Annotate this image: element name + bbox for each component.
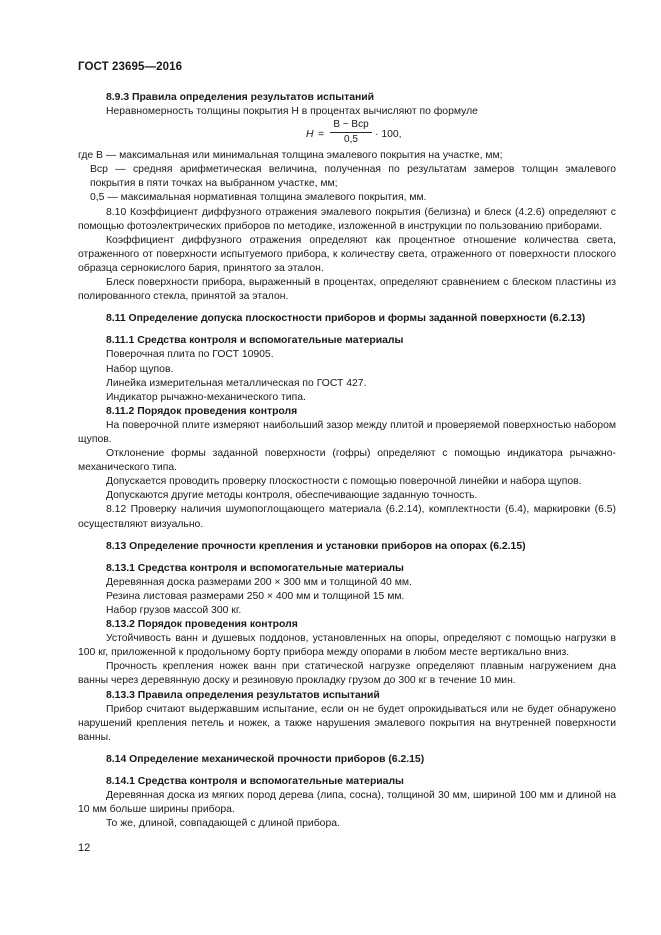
- formula-equals: =: [318, 129, 325, 141]
- formula-lhs: H: [306, 129, 314, 141]
- document-header: ГОСТ 23695—2016: [78, 61, 183, 73]
- section-8-13-1-title: 8.13.1 Средства контроля и вспомогательные материалы: [106, 562, 404, 574]
- page-number: 12: [78, 842, 91, 854]
- paragraph-8-10-c: Блеск поверхности прибора, выраженный в процентах, определяют сравнением с блеском пластины из полированного стекла, принятой за эталон.: [78, 277, 616, 303]
- section-8-14-1-title: 8.14.1 Средства контроля и вспомогательные материалы: [106, 776, 404, 788]
- paragraph-8-11-2-d: Допускаются другие методы контроля, обеспечивающие заданную точность.: [106, 490, 478, 502]
- section-8-11-title: 8.11 Определение допуска плоскостности приборов и формы заданной поверхности (6.2.13): [106, 313, 586, 325]
- page-content: [78, 91, 616, 831]
- section-8-11-2-title: 8.11.2 Порядок проведения контроля: [106, 405, 298, 417]
- section-8-9-3-title: 8.9.3 Правила определения результатов испытаний: [106, 92, 375, 103]
- paragraph-8-11-2-b: Отклонение формы заданной поверхности (гофры) определяют с помощью индикатора рычажно-механического типа.: [78, 448, 616, 474]
- formula-fraction: [330, 119, 372, 146]
- list-item: Набор грузов массой 300 кг.: [106, 605, 242, 616]
- paragraph-8-12: 8.12 Проверку наличия шумопоглощающего материала (6.2.14), комплектности (6.4), маркировки (6.5) осуществляют визуально.: [78, 504, 616, 530]
- section-8-13-2-title: 8.13.2 Порядок проведения контроля: [106, 619, 298, 631]
- list-item: Деревянная доска размерами 200 × 300 мм и толщиной 40 мм.: [106, 576, 412, 588]
- definition-b: где B — максимальная или минимальная толщина эмалевого покрытия на участке, мм;: [78, 150, 503, 162]
- list-item: Поверочная плита по ГОСТ 10905.: [106, 349, 274, 361]
- paragraph-8-10: 8.10 Коэффициент диффузного отражения эмалевого покрытия (белизна) и блеск (4.2.6) определяют с помощью фотоэлектрических приборов по методике, изложенной в инструкции по пользованию приборами.: [78, 206, 616, 232]
- paragraph-8-13-2-b: Прочность крепления ножек ванн при статической нагрузке определяют плавным нагружением дна ванны через деревянную доску и резиновую прокладку грузом до 300 кг в течение 10 мин.: [78, 661, 616, 687]
- formula-numerator: B − Bср: [330, 119, 372, 133]
- paragraph-8-13-2-a: Устойчивость ванн и душевых поддонов, установленных на опоры, определяют с помощью нагрузки в 100 кг, приложенной к продольному борту прибора между опорами в любом месте вертикально вниз.: [78, 633, 616, 659]
- list-item: Индикатор рычажно-механического типа.: [106, 391, 306, 403]
- list-item: Резина листовая размерами 250 × 400 мм и толщиной 15 мм.: [106, 590, 405, 602]
- definition-bcp: Bср — средняя арифметическая величина, полученная по результатам замеров толщин эмалевого покрытия в пяти точках на выбранном участке, мм;: [90, 164, 616, 190]
- paragraph-8-10-b: Коэффициент диффузного отражения определяют как процентное отношение количества света, отраженного от поверхности испытуемого прибора, к количеству света, отраженного от поверхности плоского образца сернокислого бария, принятого за эталон.: [78, 234, 616, 274]
- section-8-9-3-text: Неравномерность толщины покрытия H в процентах вычисляют по формуле: [106, 106, 478, 118]
- list-item: Линейка измерительная металлическая по ГОСТ 427.: [106, 377, 367, 389]
- definition-05: 0,5 — максимальная нормативная толщина эмалевого покрытия, мм.: [90, 192, 427, 204]
- list-item: Набор щупов.: [106, 363, 174, 375]
- formula: [78, 119, 616, 149]
- paragraph-8-14-1-b: То же, длиной, совпадающей с длиной прибора.: [106, 818, 340, 830]
- paragraph-8-11-2-a: На поверочной плите измеряют наибольший зазор между плитой и проверяемой поверхностью набором щупов.: [78, 419, 616, 445]
- paragraph-8-11-2-c: Допускается проводить проверку плоскостности с помощью поверочной линейки и набора щупов.: [106, 476, 582, 488]
- section-8-13-3-title: 8.13.3 Правила определения результатов испытаний: [106, 689, 380, 701]
- paragraph-8-14-1-a: Деревянная доска из мягких пород дерева (липа, сосна), толщиной 30 мм, шириной 100 мм и длиной на 10 мм больше ширины прибора.: [78, 790, 616, 816]
- section-8-13-title: 8.13 Определение прочности крепления и установки приборов на опорах (6.2.15): [106, 540, 526, 552]
- section-8-11-1-title: 8.11.1 Средства контроля и вспомогательные материалы: [106, 335, 404, 347]
- paragraph-8-13-3: Прибор считают выдержавшим испытание, если он не будет опрокидываться или не будет обнаружено нарушений крепления петель и ножек, а также нарушения эмалевого покрытия на внутренней поверхности ванны.: [78, 703, 616, 743]
- formula-tail: · 100,: [375, 129, 402, 141]
- formula-denominator: 0,5: [344, 134, 358, 146]
- formula-definitions: [78, 149, 616, 205]
- section-8-14-title: 8.14 Определение механической прочности приборов (6.2.15): [106, 753, 425, 765]
